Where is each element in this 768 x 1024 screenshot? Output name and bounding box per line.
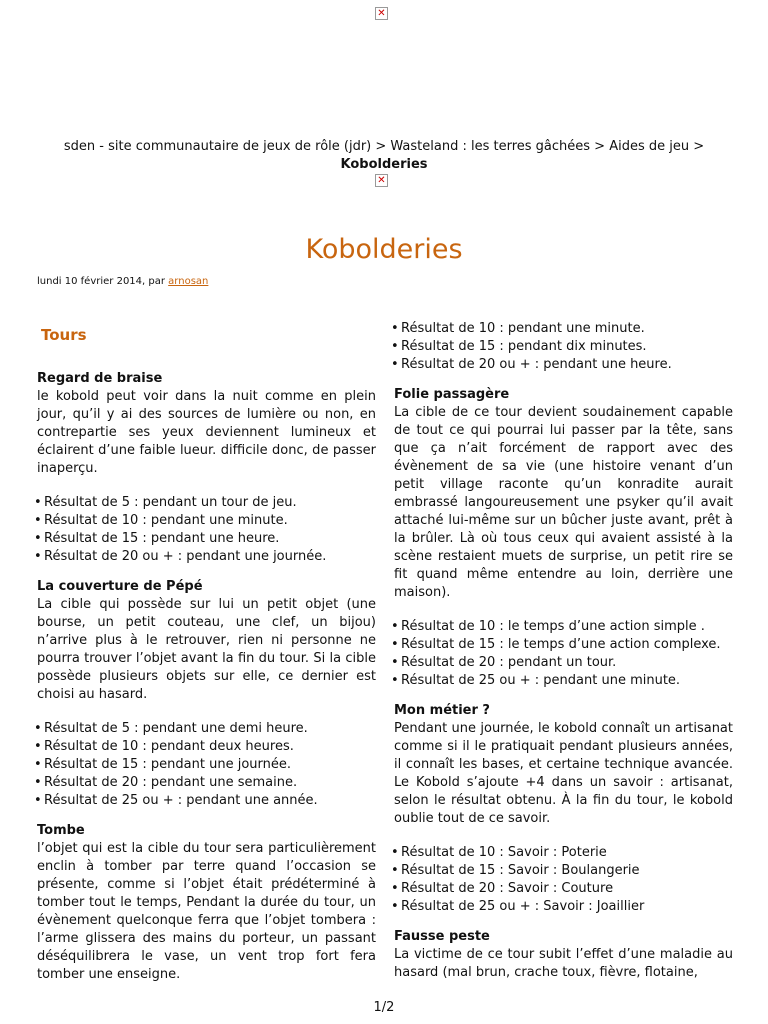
list-item: • Résultat de 10 : pendant deux heures. xyxy=(34,738,376,756)
heading-couverture: La couverture de Pépé xyxy=(37,579,203,594)
list-item: • Résultat de 25 ou + : pendant une année. xyxy=(34,792,376,810)
author-link[interactable]: arnosan xyxy=(168,276,209,287)
list-item: • Résultat de 10 : pendant une minute. xyxy=(391,320,733,338)
heading-tombe: Tombe xyxy=(37,823,85,838)
section-title: Tours xyxy=(41,326,87,344)
breadcrumb xyxy=(0,138,768,174)
breadcrumb-path[interactable]: sden - site communautaire de jeux de rôle (jdr) > Wasteland : les terres gâchées > Aides de jeu > xyxy=(63,139,705,154)
broken-image-icon: ✕ xyxy=(375,174,388,187)
list-item: • Résultat de 15 : Savoir : Boulangerie xyxy=(391,862,733,880)
list-item: • Résultat de 5 : pendant un tour de jeu. xyxy=(34,494,376,512)
left-column xyxy=(37,320,376,984)
list-folie xyxy=(394,618,733,690)
list-metier xyxy=(394,844,733,916)
list-item: • Résultat de 25 ou + : Savoir : Joaillier xyxy=(391,898,733,916)
list-item: • Résultat de 10 : Savoir : Poterie xyxy=(391,844,733,862)
list-item: • Résultat de 10 : pendant une minute. xyxy=(34,512,376,530)
list-item: • Résultat de 20 : Savoir : Couture xyxy=(391,880,733,898)
page-number: 1/2 xyxy=(373,1000,395,1015)
list-regard xyxy=(37,494,376,566)
list-item: • Résultat de 15 : le temps d’une action complexe. xyxy=(391,636,733,654)
paragraph-folie: La cible de ce tour devient soudainement capable de tout ce qui pourrai lui passer par la tête, sans que ça n’ait forcément de rapport avec des évènement de sa vie (une histoire venant d’un petit village raconte qu’un konradite aurait embrassé langoureusement une psyker qu’il avait attaché lui-même sur un bûcher juste avant, prêt à la brûler. Là où tous ceux qui avaient assisté à la scène restaient muets de surprise, un petit rire se fit quand même entendre au loin, derrière une maison). xyxy=(394,405,733,600)
heading-folie: Folie passagère xyxy=(394,387,510,402)
paragraph-couverture: La cible qui possède sur lui un petit objet (une bourse, un petit couteau, une clef, un bijou) n’arrive plus à le retrouver, rien ni personne ne pourra trouver l’objet avant la fin du tour. Si la cible possède plusieurs objets sur elle, ce dernier est choisi au hasard. xyxy=(37,597,376,702)
paragraph-tombe: l’objet qui est la cible du tour sera particulièrement enclin à tomber par terre quand l’occasion se présente, comme si l’objet était prédéterminé à tomber tout le temps, Pendant la durée du tour, un évènement quelconque ferra que l’objet tombera : l’arme glissera des mains du porteur, un passant déséquilibrera le vase, un vent trop fort fera tomber une enseigne. xyxy=(37,841,376,982)
paragraph-metier: Pendant une journée, le kobold connaît un artisanat comme si il le pratiquait pendant plusieurs années, il connaît les bases, et certaine technique avancée. Le Kobold s’ajoute +4 dans un savoir : artisanat, selon le résultat obtenu. À la fin du tour, le kobold oublie tout de ce savoir. xyxy=(394,721,733,826)
byline-date: lundi 10 février 2014, par xyxy=(37,276,165,287)
list-item: • Résultat de 20 ou + : pendant une heure. xyxy=(391,356,733,374)
list-item: • Résultat de 20 : pendant un tour. xyxy=(391,654,733,672)
list-item: • Résultat de 15 : pendant une heure. xyxy=(34,530,376,548)
list-item: • Résultat de 10 : le temps d’une action simple . xyxy=(391,618,733,636)
heading-regard: Regard de braise xyxy=(37,371,163,386)
paragraph-regard: le kobold peut voir dans la nuit comme en plein jour, qu’il y ai des sources de lumière ou non, en contrepartie ses yeux deviennent lumineux et éclairent d’une faible lueur. difficile donc, de passer inaperçu. xyxy=(37,389,376,476)
list-couverture xyxy=(37,720,376,810)
broken-image-icon: ✕ xyxy=(375,7,388,20)
paragraph-peste: La victime de ce tour subit l’effet d’une maladie au hasard (mal brun, crache toux, fièvre, flotaine, xyxy=(394,947,733,980)
byline xyxy=(37,276,208,287)
list-tombe xyxy=(394,320,733,374)
list-item: • Résultat de 15 : pendant une journée. xyxy=(34,756,376,774)
heading-peste: Fausse peste xyxy=(394,929,490,944)
right-column xyxy=(394,320,733,982)
breadcrumb-current: Kobolderies xyxy=(340,157,428,172)
list-item: • Résultat de 20 : pendant une semaine. xyxy=(34,774,376,792)
list-item: • Résultat de 5 : pendant une demi heure. xyxy=(34,720,376,738)
list-item: • Résultat de 20 ou + : pendant une journée. xyxy=(34,548,376,566)
page-title: Kobolderies xyxy=(305,234,463,266)
heading-metier: Mon métier ? xyxy=(394,703,490,718)
list-item: • Résultat de 15 : pendant dix minutes. xyxy=(391,338,733,356)
list-item: • Résultat de 25 ou + : pendant une minute. xyxy=(391,672,733,690)
